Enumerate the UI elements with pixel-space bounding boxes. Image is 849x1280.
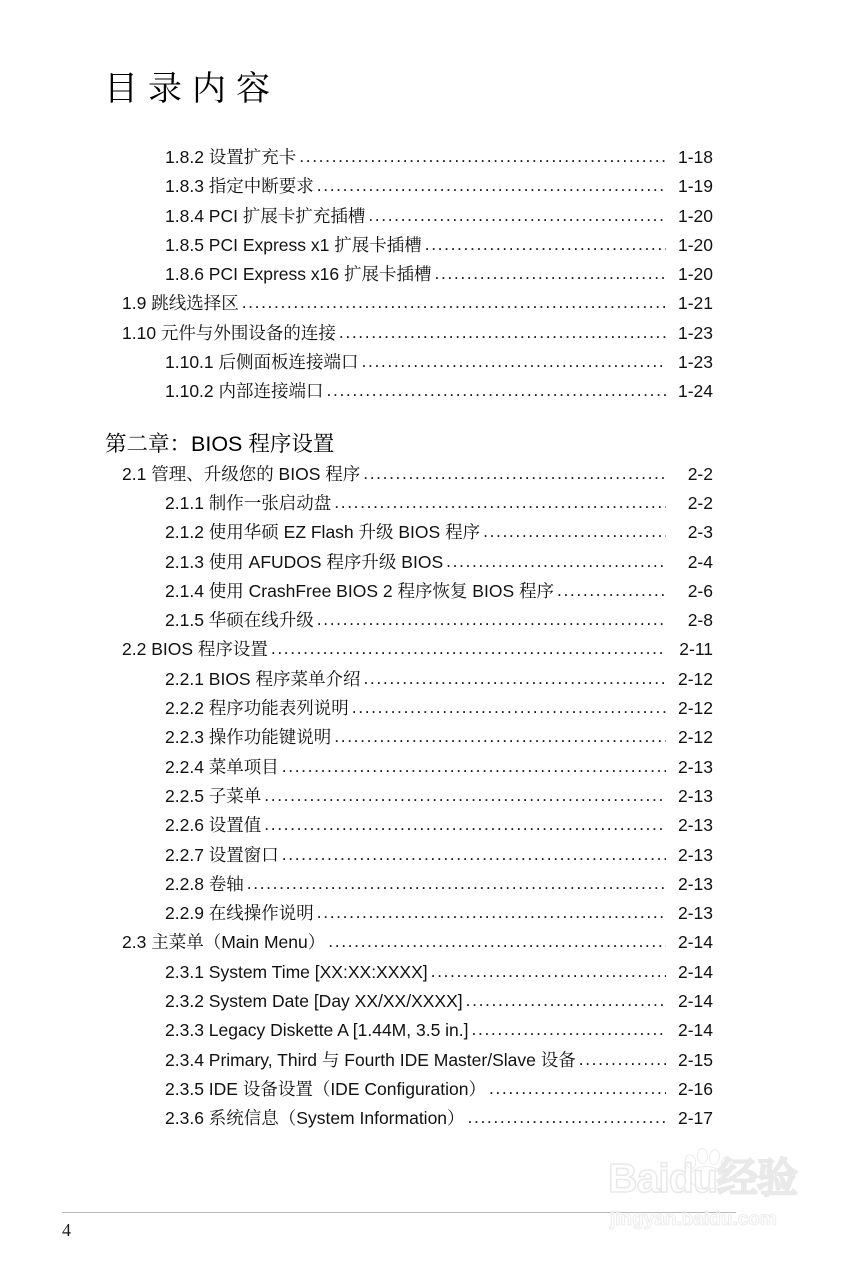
toc-entry-label: 2.1.5 华硕在线升级 <box>165 610 314 631</box>
toc-dot-leader <box>352 700 666 714</box>
toc-entry-label: 2.2 BIOS 程序设置 <box>122 639 268 660</box>
page-number: 4 <box>62 1220 71 1240</box>
toc-entry[interactable] <box>0 902 849 931</box>
toc-entry-page-number: 2-16 <box>677 1078 713 1099</box>
toc-entry-label: 1.8.3 指定中断要求 <box>165 176 314 197</box>
toc-dot-leader <box>242 295 666 309</box>
toc-entry[interactable] <box>0 726 849 755</box>
toc-entry[interactable] <box>0 263 849 292</box>
toc-dot-leader <box>271 641 666 655</box>
toc-entry[interactable] <box>0 292 849 321</box>
toc-entry-page-number: 1-19 <box>677 176 713 197</box>
page-title: 目录内容 <box>104 70 280 108</box>
toc-entry-label: 1.9 跳线选择区 <box>122 293 239 314</box>
toc-entry[interactable] <box>0 990 849 1019</box>
toc-entry-label: 2.2.9 在线操作说明 <box>165 903 314 924</box>
toc-entry-label: 2.3.2 System Date [Day XX/XX/XXXX] <box>165 991 463 1012</box>
toc-entry-label: 1.8.4 PCI 扩展卡扩充插槽 <box>165 205 366 226</box>
toc-entry-page-number: 2-2 <box>687 492 713 513</box>
toc-dot-leader <box>489 1081 666 1095</box>
toc-dot-leader <box>425 237 666 251</box>
toc-dot-leader <box>264 817 666 831</box>
toc-entry-label: 2.2.3 操作功能键说明 <box>165 727 332 748</box>
toc-entry-label: 2.1 管理、升级您的 BIOS 程序 <box>122 463 361 484</box>
toc-entry[interactable] <box>0 146 849 175</box>
paw-print-icon <box>678 1148 734 1190</box>
toc-dot-leader <box>299 149 666 163</box>
toc-entry[interactable] <box>0 521 849 550</box>
toc-entry-page-number: 2-12 <box>677 668 713 689</box>
toc-entry[interactable] <box>0 551 849 580</box>
toc-entry-page-number: 1-21 <box>677 293 713 314</box>
toc-entry-page-number: 2-12 <box>677 727 713 748</box>
toc-dot-leader <box>362 354 666 368</box>
toc-entry-label: 1.8.5 PCI Express x1 扩展卡插槽 <box>165 234 422 255</box>
toc-entry-page-number: 2-13 <box>677 815 713 836</box>
toc-entry[interactable] <box>0 1049 849 1078</box>
toc-entry[interactable] <box>0 873 849 902</box>
toc-dot-leader <box>317 905 666 919</box>
toc-entry[interactable] <box>0 1078 849 1107</box>
toc-dot-leader <box>431 964 666 978</box>
toc-entry[interactable] <box>0 580 849 609</box>
toc-dot-leader <box>368 208 666 222</box>
toc-dot-leader <box>466 993 666 1007</box>
toc-entry-page-number: 2-13 <box>677 903 713 924</box>
toc-entry-page-number: 2-6 <box>687 580 713 601</box>
toc-entry[interactable] <box>0 609 849 638</box>
baidu-watermark <box>600 1146 840 1254</box>
toc-entry-page-number: 2-12 <box>677 698 713 719</box>
toc-entry-page-number: 1-20 <box>677 264 713 285</box>
toc-entry-page-number: 2-13 <box>677 844 713 865</box>
toc-entry-page-number: 2-13 <box>677 756 713 777</box>
toc-entry-page-number: 1-18 <box>677 147 713 167</box>
toc-entry[interactable] <box>0 961 849 990</box>
toc-entry-label: 2.3.5 IDE 设备设置（IDE Configuration） <box>165 1078 486 1099</box>
toc-entry[interactable] <box>0 638 849 667</box>
toc-entry-page-number: 2-13 <box>677 785 713 806</box>
watermark-brand-text: Baidu经验 <box>608 1155 797 1201</box>
toc-dot-leader <box>317 178 666 192</box>
toc-dot-leader <box>328 934 666 948</box>
toc-entry-page-number: 1-20 <box>677 205 713 226</box>
toc-entry-label: 2.2.5 子菜单 <box>165 785 262 806</box>
toc-entry-page-number: 2-14 <box>677 961 713 982</box>
toc-entry[interactable] <box>0 463 849 492</box>
toc-entry-page-number: 2-14 <box>677 932 713 953</box>
toc-entry[interactable] <box>0 814 849 843</box>
toc-entry[interactable] <box>0 322 849 351</box>
toc-dot-leader <box>579 1052 666 1066</box>
toc-entry-page-number: 2-8 <box>687 610 713 631</box>
toc-entry-label: 2.2.6 设置值 <box>165 815 262 836</box>
toc-entry[interactable] <box>0 175 849 204</box>
toc-dot-leader <box>334 495 666 509</box>
toc-entry-page-number: 2-14 <box>677 991 713 1012</box>
toc-dot-leader <box>327 383 666 397</box>
toc-entry-page-number: 1-23 <box>677 322 713 343</box>
toc-entry[interactable] <box>0 756 849 785</box>
toc-entry-label: 2.2.4 菜单项目 <box>165 756 279 777</box>
toc-dot-leader <box>483 524 666 538</box>
toc-entry[interactable] <box>0 668 849 697</box>
toc-entry-page-number: 1-24 <box>677 381 713 402</box>
toc-entry[interactable] <box>0 234 849 263</box>
toc-dot-leader <box>472 1022 666 1036</box>
toc-entry-label: 1.8.2 设置扩充卡 <box>165 147 297 167</box>
toc-entry-page-number: 2-14 <box>677 1020 713 1041</box>
toc-entry[interactable] <box>0 1019 849 1048</box>
table-of-contents <box>0 146 849 1137</box>
toc-entry[interactable] <box>0 931 849 960</box>
footer-divider <box>62 1212 736 1213</box>
toc-dot-leader <box>363 466 666 480</box>
toc-dot-leader <box>363 671 666 685</box>
toc-entry-label: 2.2.7 设置窗口 <box>165 844 279 865</box>
toc-dot-leader <box>247 876 666 890</box>
toc-entry[interactable] <box>0 785 849 814</box>
toc-dot-leader <box>317 612 666 626</box>
toc-entry-label: 2.1.2 使用华硕 EZ Flash 升级 BIOS 程序 <box>165 522 481 543</box>
toc-entry[interactable] <box>0 1107 849 1136</box>
toc-entry-label: 2.3 主菜单（Main Menu） <box>122 932 326 953</box>
toc-entry-label: 2.3.4 Primary, Third 与 Fourth IDE Master/Slave 设备 <box>165 1049 576 1070</box>
toc-entry-label: 2.3.3 Legacy Diskette A [1.44M, 3.5 in.] <box>165 1020 469 1041</box>
toc-entry[interactable] <box>0 380 849 409</box>
toc-entry-label: 2.2.1 BIOS 程序菜单介绍 <box>165 668 361 689</box>
toc-entry[interactable] <box>0 697 849 726</box>
toc-entry-page-number: 2-4 <box>687 551 713 572</box>
toc-entry-page-number: 2-17 <box>677 1108 713 1129</box>
toc-dot-leader <box>468 1110 666 1124</box>
toc-entry-page-number: 2-2 <box>687 463 713 484</box>
toc-entry-label: 1.8.6 PCI Express x16 扩展卡插槽 <box>165 264 432 285</box>
toc-entry-page-number: 2-15 <box>677 1049 713 1070</box>
toc-dot-leader <box>282 847 666 861</box>
toc-entry-label: 2.2.8 卷轴 <box>165 873 244 894</box>
toc-entry-label: 2.3.6 系统信息（System Information） <box>165 1108 465 1129</box>
chapter-heading: 第二章：BIOS 程序设置 <box>105 431 335 456</box>
toc-entry-page-number: 2-3 <box>687 522 713 543</box>
toc-dot-leader <box>434 266 666 280</box>
toc-dot-leader <box>282 759 666 773</box>
toc-entry-page-number: 1-20 <box>677 234 713 255</box>
toc-entry[interactable] <box>0 351 849 380</box>
watermark-url-text: jingyan.baidu.com <box>610 1209 777 1230</box>
toc-entry[interactable] <box>0 205 849 234</box>
toc-entry-label: 2.1.1 制作一张启动盘 <box>165 492 332 513</box>
toc-entry-label: 2.3.1 System Time [XX:XX:XXXX] <box>165 961 428 982</box>
toc-entry[interactable] <box>0 844 849 873</box>
toc-dot-leader <box>339 325 666 339</box>
toc-dot-leader <box>446 554 666 568</box>
toc-dot-leader <box>334 729 666 743</box>
toc-dot-leader <box>557 583 666 597</box>
toc-entry[interactable] <box>0 492 849 521</box>
toc-entry-label: 2.2.2 程序功能表列说明 <box>165 698 349 719</box>
toc-dot-leader <box>264 788 666 802</box>
toc-entry-label: 1.10.2 内部连接端口 <box>165 381 324 402</box>
toc-entry-label: 2.1.4 使用 CrashFree BIOS 2 程序恢复 BIOS 程序 <box>165 580 554 601</box>
toc-entry-label: 2.1.3 使用 AFUDOS 程序升级 BIOS <box>165 551 444 572</box>
toc-entry-label: 1.10 元件与外围设备的连接 <box>122 322 336 343</box>
toc-entry-page-number: 2-11 <box>679 639 713 660</box>
toc-entry-page-number: 2-13 <box>677 873 713 894</box>
toc-entry-label: 1.10.1 后侧面板连接端口 <box>165 352 359 373</box>
toc-entry-page-number: 1-23 <box>677 352 713 373</box>
